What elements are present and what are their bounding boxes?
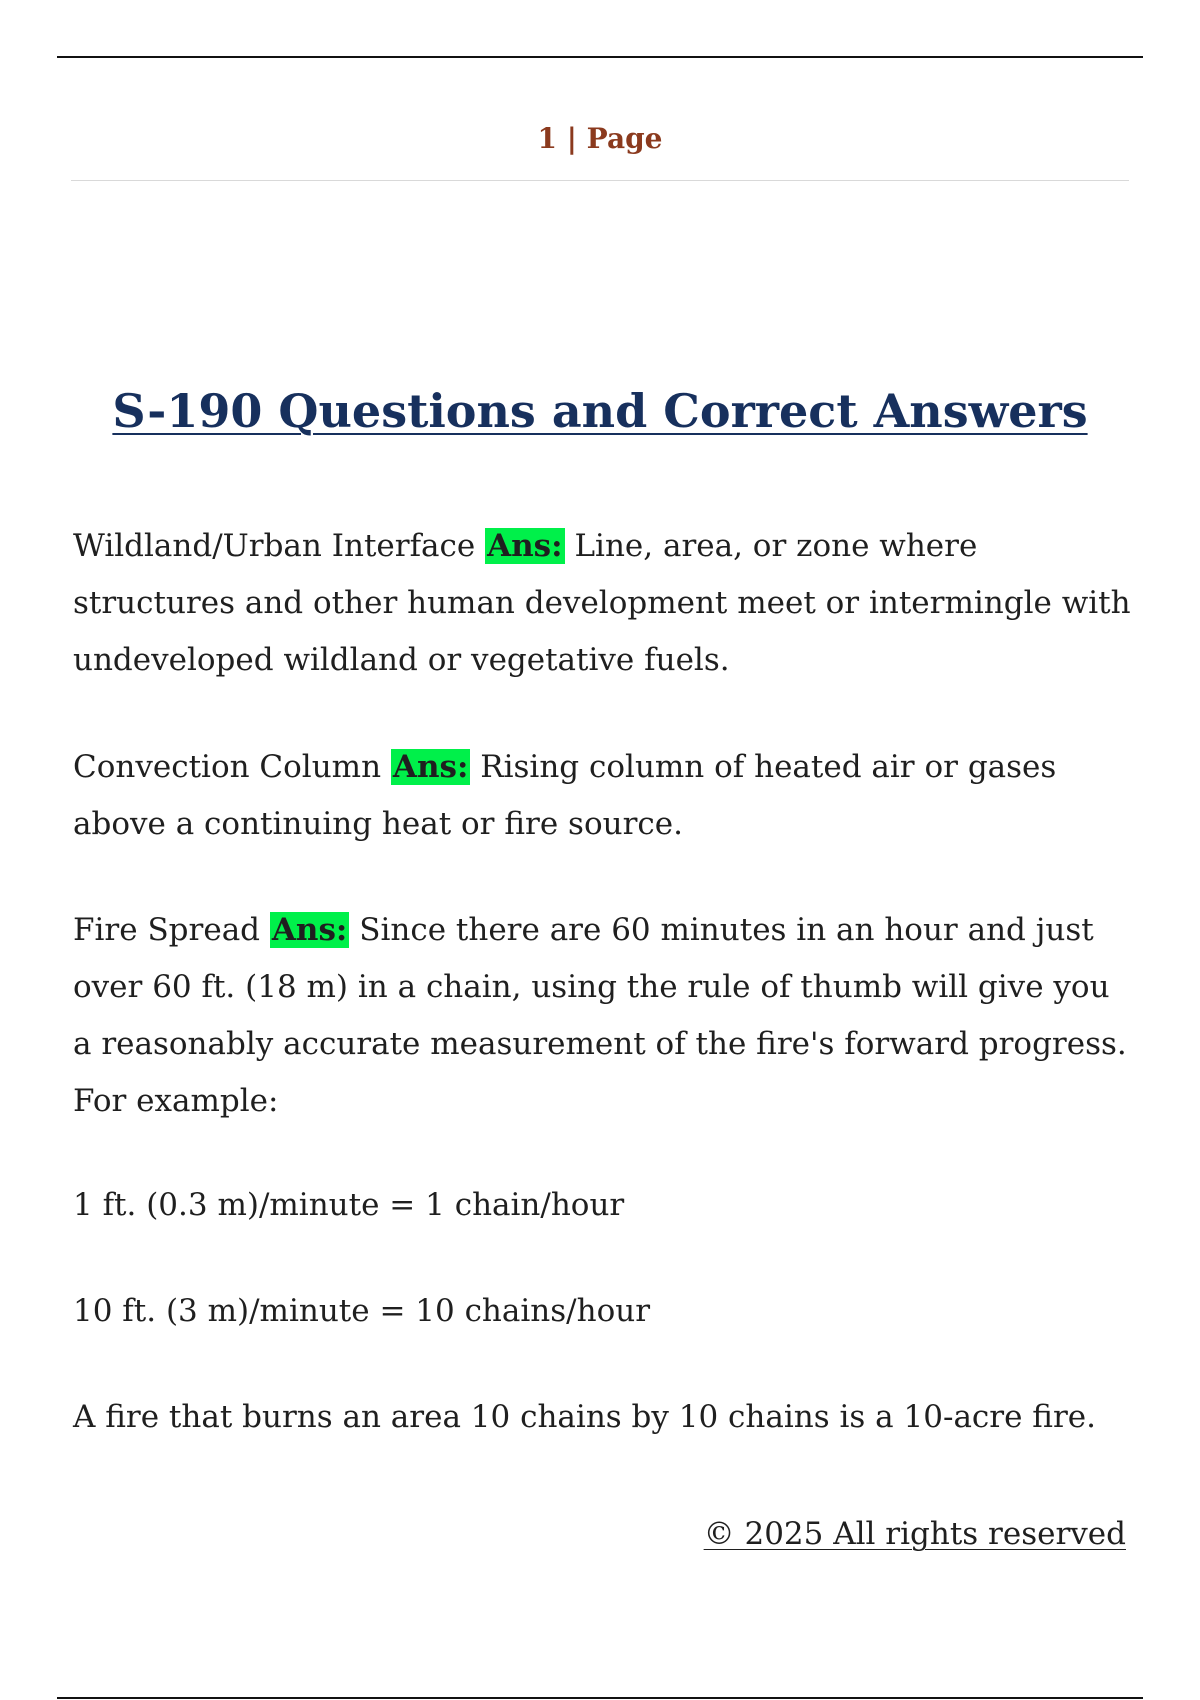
- example-line-1: 1 ft. (0.3 m)/minute = 1 chain/hour: [73, 1187, 625, 1223]
- entry-answer: Since there are 60 minutes in an hour and just over 60 ft. (18 m) in a chain, using the rule of thumb will give you a reasonably accurate measurement of the fire's forward progress. For example:: [73, 912, 1127, 1119]
- entry-answer: Rising column of heated air or gases above a continuing heat or fire source.: [73, 749, 1057, 842]
- entry-term: Fire Spread: [73, 912, 270, 948]
- answer-label: Ans:: [487, 528, 563, 564]
- qa-entry-fire-spread: [73, 902, 1135, 1130]
- answer-label: Ans:: [392, 749, 469, 785]
- spacer: [73, 1340, 1135, 1389]
- spacer: [73, 1130, 1135, 1177]
- copyright-notice: © 2025 All rights reserved: [703, 1516, 1126, 1552]
- entry-answer: Line, area, or zone where structures and other human development meet or intermingle with undeveloped wildland or vegetative fuels.: [73, 528, 1131, 678]
- spacer: [73, 689, 1135, 739]
- top-border-line: [57, 56, 1143, 58]
- qa-entry-convection-column: [73, 739, 1135, 853]
- page-number: 1 | Page: [537, 122, 663, 155]
- bottom-border-line: [57, 1697, 1143, 1699]
- document-body: [73, 518, 1135, 1446]
- spacer: [73, 1234, 1135, 1283]
- qa-entry-wildland-urban-interface: [73, 518, 1135, 689]
- entry-term: Wildland/Urban Interface: [73, 528, 486, 564]
- header-divider: [71, 180, 1129, 181]
- example-line-3: A fire that burns an area 10 chains by 10 chains is a 10-acre fire.: [73, 1399, 1096, 1435]
- document-title: S-190 Questions and Correct Answers: [112, 384, 1088, 438]
- spacer: [73, 853, 1135, 902]
- example-line-2: 10 ft. (3 m)/minute = 10 chains/hour: [73, 1293, 651, 1329]
- answer-label: Ans:: [271, 912, 348, 948]
- entry-term: Convection Column: [73, 749, 391, 785]
